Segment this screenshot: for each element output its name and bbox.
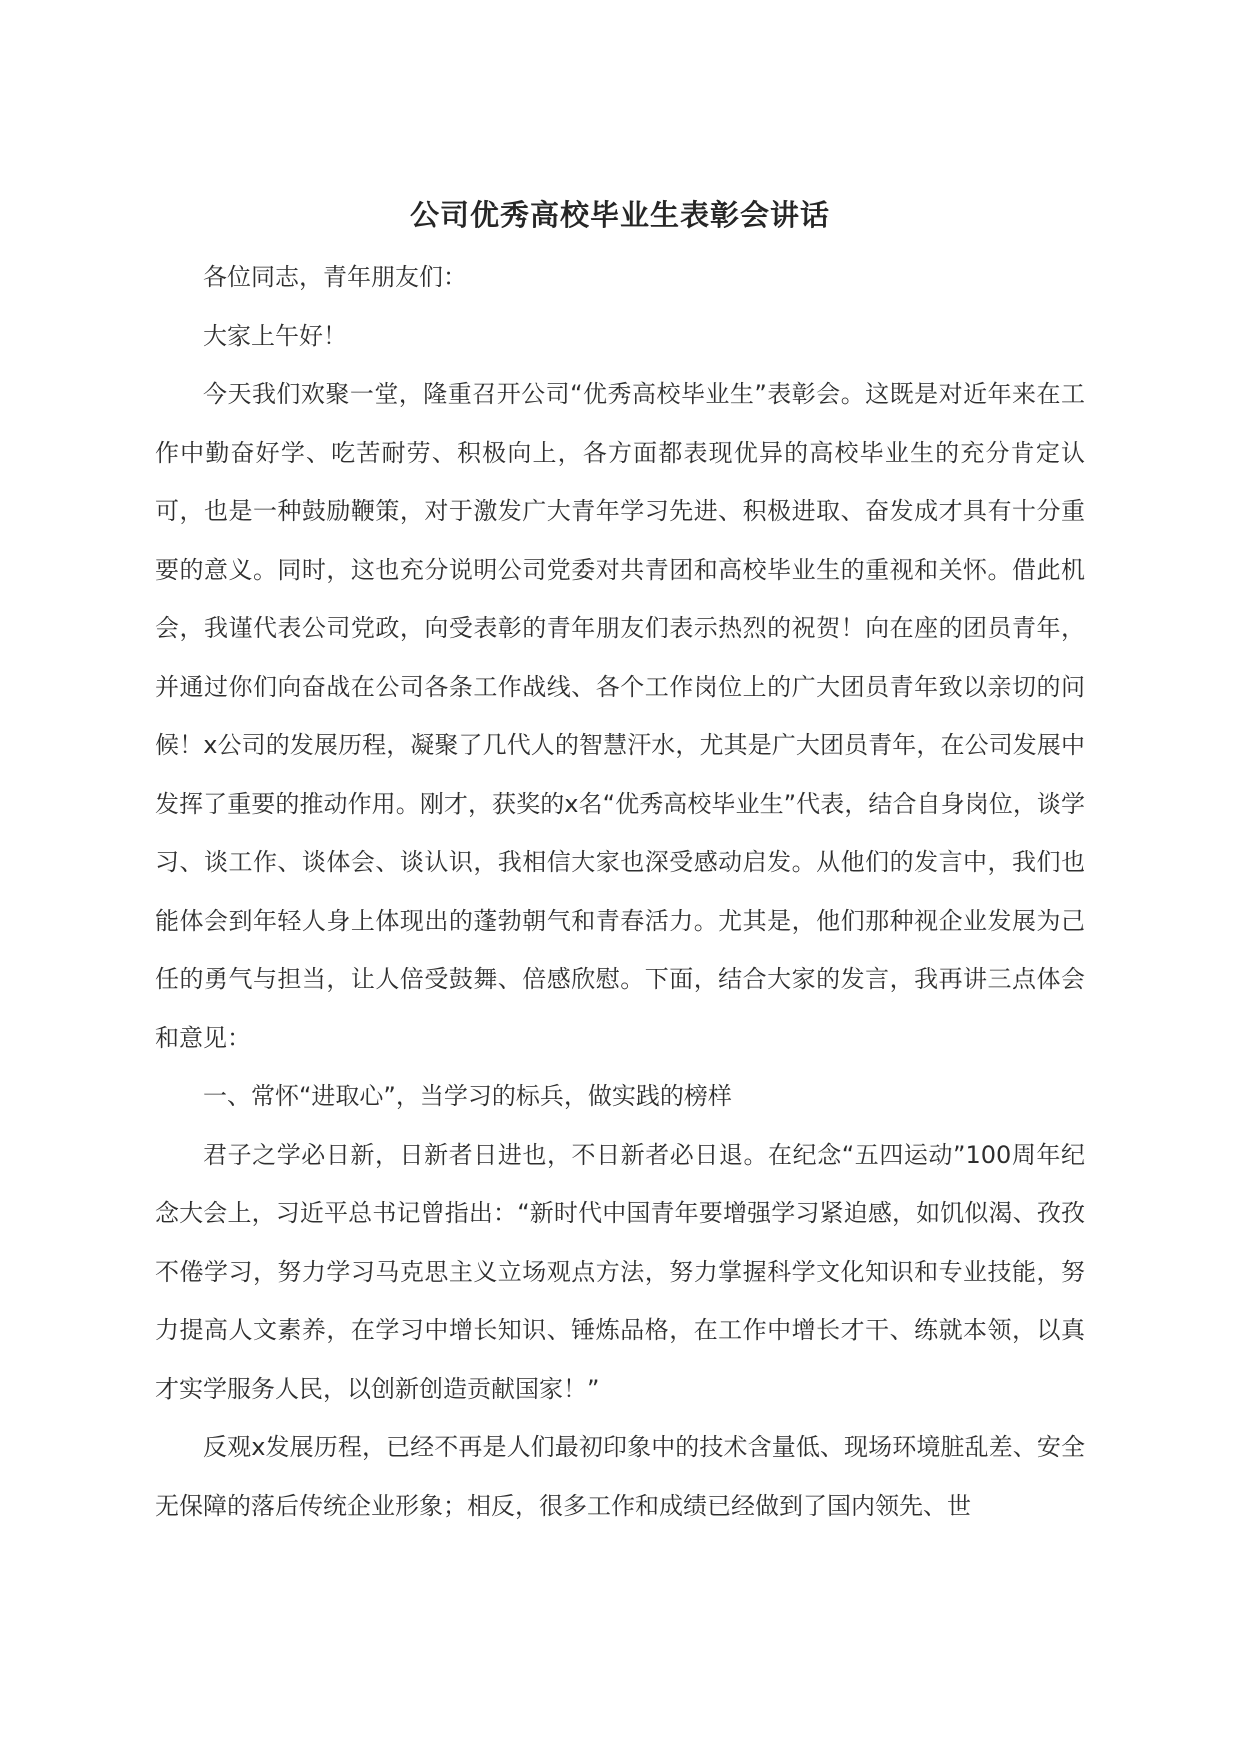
body-paragraph: 反观x发展历程，已经不再是人们最初印象中的技术含量低、现场环境脏乱差、安全无保障的落后传统企业形象；相反，很多工作和成绩已经做到了国内领先、世 [155,1433,1085,1520]
body-paragraph: 今天我们欢聚一堂，隆重召开公司“优秀高校毕业生”表彰会。这既是对近年来在工作中勤奋好学、吃苦耐劳、积极向上，各方面都表现优异的高校毕业生的充分肯定认可，也是一种鼓励鞭策，对于激发广大青年学习先进、积极进取、奋发成才具有十分重要的意义。同时，这也充分说明公司党委对共青团和高校毕业生的重视和关怀。借此机会，我谨代表公司党政，向受表彰的青年朋友们表示热烈的祝贺！向在座的团员青年，并通过你们向奋战在公司各条工作战线、各个工作岗位上的广大团员青年致以亲切的问候！x公司的发展历程，凝聚了几代人的智慧汗水，尤其是广大团员青年，在公司发展中发挥了重要的推动作用。刚才，获奖的x名“优秀高校毕业生”代表，结合自身岗位，谈学习、谈工作、谈体会、谈认识，我相信大家也深受感动启发。从他们的发言中，我们也能体会到年轻人身上体现出的蓬勃朝气和青春活力。尤其是，他们那种视企业发展为己任的勇气与担当，让人倍受鼓舞、倍感欣慰。下面，结合大家的发言，我再讲三点体会和意见： [155,380,1085,1052]
greeting-paragraph: 各位同志，青年朋友们： [203,263,467,291]
section-heading: 一、常怀“进取心”，当学习的标兵，做实践的榜样 [203,1082,732,1110]
document-title: 公司优秀高校毕业生表彰会讲话 [409,198,830,232]
body-paragraph: 君子之学必日新，日新者日进也，不日新者必日退。在纪念“五四运动”100周年纪念大会上，习近平总书记曾指出：“新时代中国青年要增强学习紧迫感，如饥似渴、孜孜不倦学习，努力学习马克思主义立场观点方法，努力掌握科学文化知识和专业技能，努力提高人文素养，在学习中增长知识、锤炼品格，在工作中增长才干、练就本领，以真才实学服务人民，以创新创造贡献国家！” [155,1140,1085,1403]
document-body [155,248,1085,1535]
salutation-paragraph: 大家上午好！ [203,321,347,350]
